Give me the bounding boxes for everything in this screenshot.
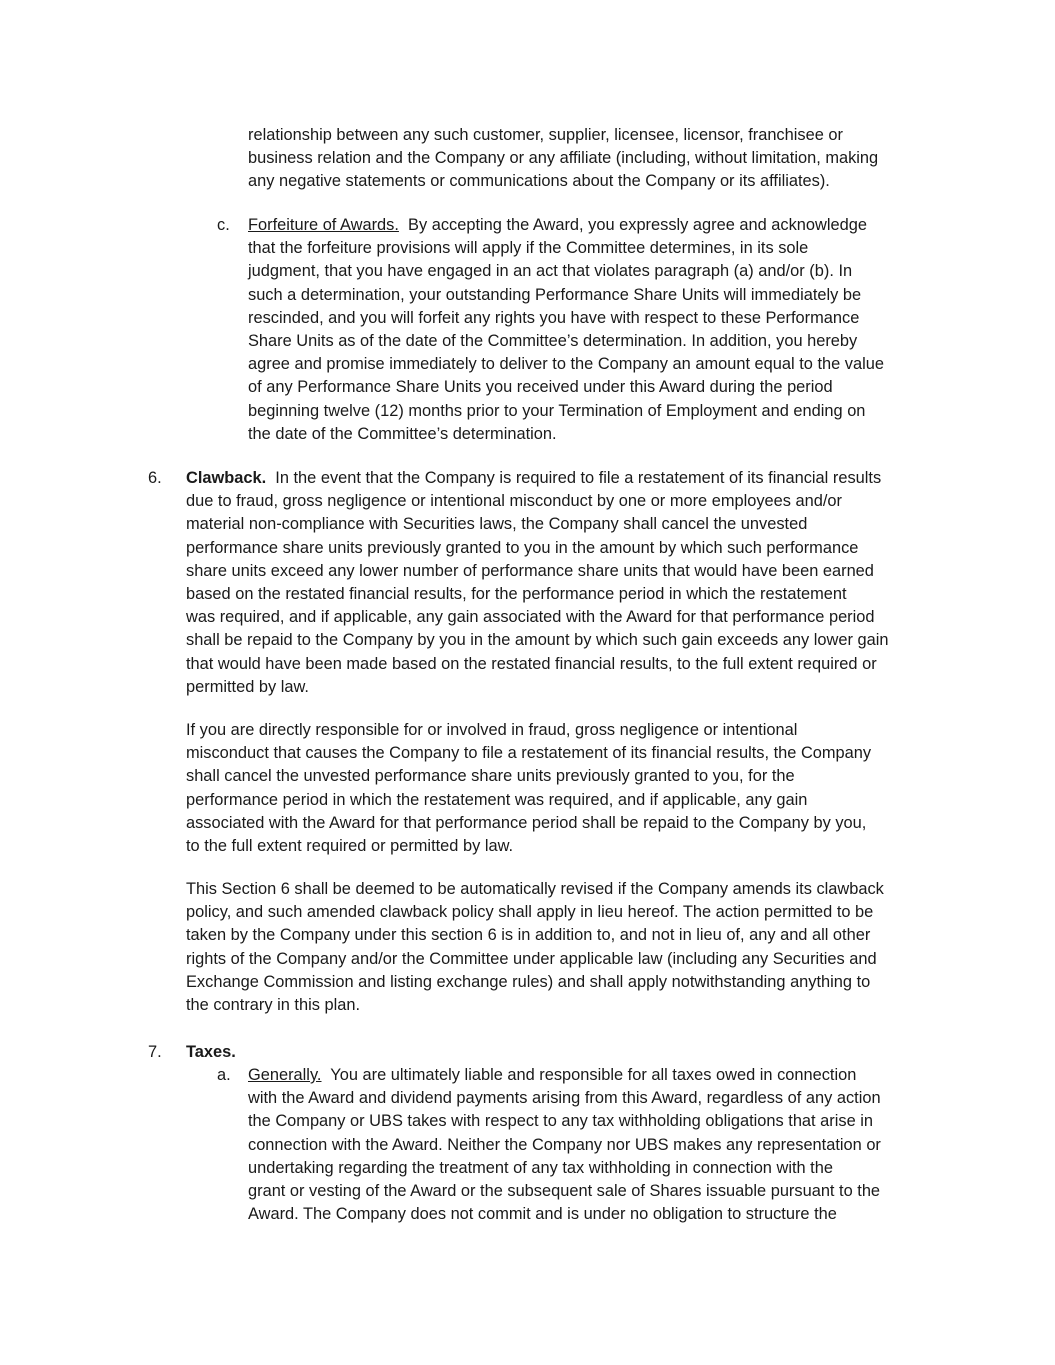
text-line: Exchange Commission and listing exchange rules) and shall apply notwithstanding anything to — [186, 972, 871, 991]
section-7-heading: Taxes. — [186, 1043, 236, 1061]
item-c-forfeiture — [248, 214, 884, 446]
text-line: such a determination, your outstanding Performance Share Units will immediately be — [248, 285, 862, 304]
section-6-heading: Clawback. — [186, 469, 267, 487]
text-line: If you are directly responsible for or involved in fraud, gross negligence or intentional — [186, 721, 798, 739]
text-line — [248, 214, 884, 237]
text-line: share units exceed any lower number of performance share units that would have been earned — [186, 561, 874, 580]
text-line: was required, and if applicable, any gain associated with the Award for that performance period — [186, 608, 875, 627]
text-line: rights of the Company and/or the Committee under applicable law (including any Securities and — [186, 949, 877, 968]
text-line: with the Award and dividend payments arising from this Award, regardless of any action — [248, 1089, 881, 1108]
text-line: judgment, that you have engaged in an act that violates paragraph (a) and/or (b). In — [248, 262, 853, 281]
text-line: Share Units as of the date of the Committee’s determination. In addition, you hereby — [248, 331, 858, 350]
item-7a-heading: Generally. — [248, 1066, 322, 1084]
text-line: permitted by law. — [186, 677, 309, 696]
continuation-paragraph — [248, 124, 878, 194]
item-7a-marker: a. — [217, 1066, 231, 1084]
text-line: connection with the Award. Neither the Company nor UBS makes any representation or — [248, 1135, 881, 1154]
text-line — [248, 1064, 881, 1087]
text-line: due to fraud, gross negligence or intentional misconduct by one or more employees and/or — [186, 492, 843, 511]
text-line: business relation and the Company or any affiliate (including, without limitation, making — [248, 149, 879, 168]
section-6-paragraph-3 — [186, 878, 884, 1017]
text-line: the Company or UBS takes with respect to any tax withholding obligations that arise in — [248, 1112, 873, 1131]
text-line: taken by the Company under this section 6 is in addition to, and not in lieu of, any and all other — [186, 926, 871, 945]
text-line: This Section 6 shall be deemed to be automatically revised if the Company amends its clawback — [186, 880, 884, 898]
text-line: that the forfeiture provisions will apply if the Committee determines, in its sole — [248, 239, 809, 258]
text-line: rescinded, and you will forfeit any rights you have with respect to these Performance — [248, 308, 860, 327]
section-7-item-a — [248, 1064, 881, 1226]
text-line: performance share units previously granted to you in the amount by which such performance — [186, 538, 859, 557]
text-line: policy, and such amended clawback policy shall apply in lieu hereof. The action permitted to be — [186, 903, 874, 922]
text-line: material non-compliance with Securities laws, the Company shall cancel the unvested — [186, 515, 808, 534]
text-line: the contrary in this plan. — [186, 995, 361, 1014]
section-6-clawback — [186, 467, 889, 699]
section-6-paragraph-2 — [186, 719, 871, 858]
text-line: associated with the Award for that performance period shall be repaid to the Company by you, — [186, 813, 867, 832]
text-line: to the full extent required or permitted by law. — [186, 836, 514, 855]
section-6-first-line: In the event that the Company is required to file a restatement of its financial results — [266, 469, 882, 487]
text-line: Award. The Company does not commit and is under no obligation to structure the — [248, 1205, 837, 1224]
text-line: grant or vesting of the Award or the subsequent sale of Shares issuable pursuant to the — [248, 1181, 881, 1200]
item-c-marker: c. — [217, 216, 230, 234]
text-line: the date of the Committee’s determination. — [248, 424, 557, 443]
item-7a-first-line: You are ultimately liable and responsible for all taxes owed in connection — [321, 1066, 857, 1084]
section-6-number: 6. — [148, 469, 162, 487]
text-line: based on the restated financial results, for the performance period in which the restatement — [186, 584, 847, 603]
text-line: misconduct that causes the Company to file a restatement of its financial results, the Company — [186, 744, 872, 763]
text-line: that would have been made based on the restated financial results, to the full extent required or — [186, 654, 877, 673]
text-line: agree and promise immediately to deliver to the Company an amount equal to the value — [248, 355, 884, 374]
item-c-first-line: By accepting the Award, you expressly agree and acknowledge — [398, 216, 867, 234]
section-7-number: 7. — [148, 1043, 162, 1061]
text-line: beginning twelve (12) months prior to your Termination of Employment and ending on — [248, 401, 866, 420]
text-line: relationship between any such customer, supplier, licensee, licensor, franchisee or — [248, 126, 843, 144]
text-line: of any Performance Share Units you received under this Award during the period — [248, 378, 833, 397]
text-line: shall be repaid to the Company by you in the amount by which such gain exceeds any lower gain — [186, 631, 889, 650]
text-line: undertaking regarding the treatment of any tax withholding in connection with the — [248, 1158, 833, 1177]
item-c-heading: Forfeiture of Awards. — [248, 216, 399, 234]
text-line: performance period in which the restatement was required, and if applicable, any gain — [186, 790, 808, 809]
text-line: shall cancel the unvested performance share units previously granted to you, for the — [186, 767, 795, 786]
text-line — [186, 467, 889, 490]
text-line: any negative statements or communications about the Company or its affiliates). — [248, 172, 830, 191]
